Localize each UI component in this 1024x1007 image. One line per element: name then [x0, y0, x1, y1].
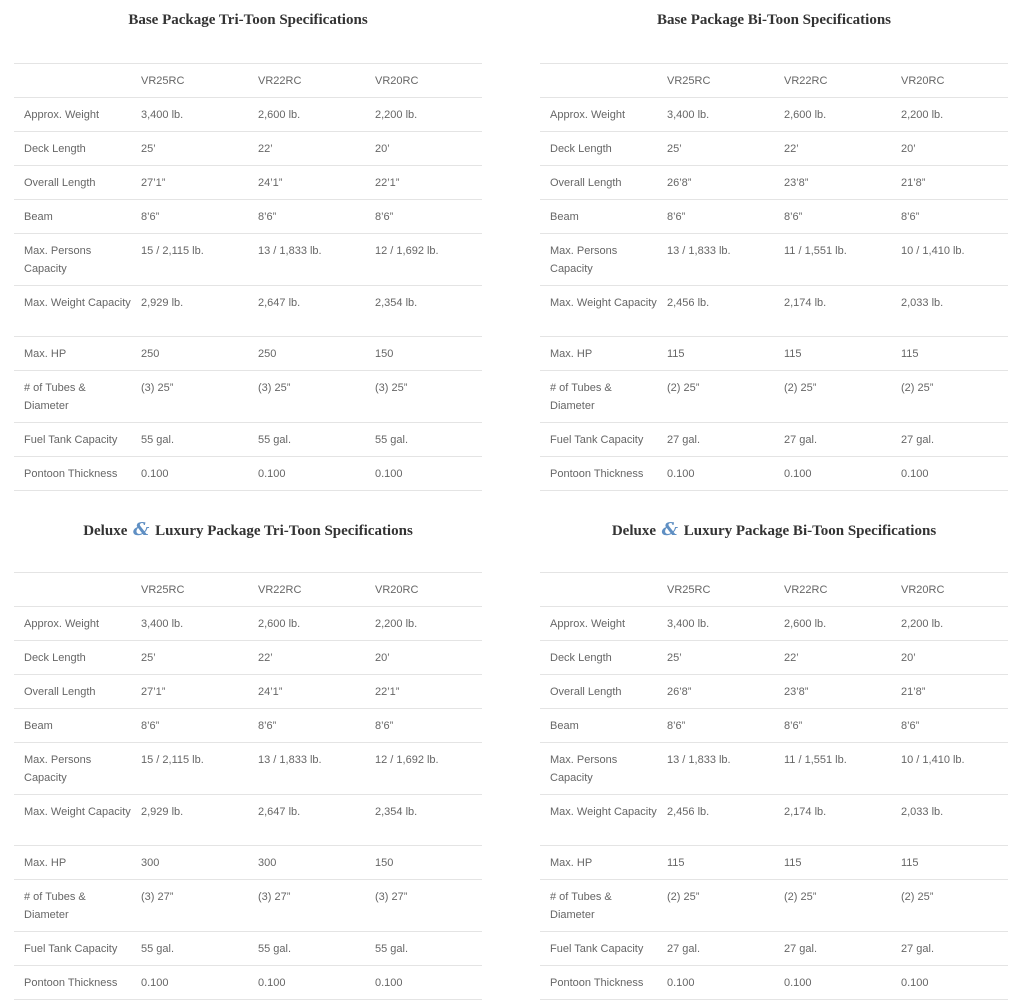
row-value: 27 gal.: [774, 932, 891, 966]
table-row: [14, 641, 482, 675]
row-label: Deck Length: [540, 132, 657, 166]
row-label: # of Tubes & Diameter: [14, 371, 131, 423]
row-value: 8’6”: [365, 709, 482, 743]
row-label: # of Tubes & Diameter: [540, 880, 657, 932]
spec-table: [540, 572, 1008, 1000]
table-row: [540, 166, 1008, 200]
row-value: 3,400 lb.: [131, 98, 248, 132]
row-label: Max. Weight Capacity: [540, 795, 657, 846]
row-value: 55 gal.: [131, 932, 248, 966]
table-row: [540, 371, 1008, 423]
row-label: Overall Length: [14, 166, 131, 200]
row-value: 115: [657, 337, 774, 371]
table-row: [540, 795, 1008, 846]
row-label: Beam: [540, 200, 657, 234]
row-label: Fuel Tank Capacity: [540, 932, 657, 966]
table-row: [540, 743, 1008, 795]
row-value: 21’8”: [891, 166, 1008, 200]
row-value: 13 / 1,833 lb.: [657, 234, 774, 286]
spec-panel-deluxe-tritoon: [14, 509, 482, 999]
row-label: Approx. Weight: [14, 98, 131, 132]
row-label: # of Tubes & Diameter: [540, 371, 657, 423]
row-value: 8’6”: [131, 200, 248, 234]
row-value: 150: [365, 337, 482, 371]
row-value: 300: [248, 846, 365, 880]
row-value: 55 gal.: [365, 932, 482, 966]
row-value: 2,929 lb.: [131, 286, 248, 337]
row-label: Max. HP: [14, 846, 131, 880]
row-label: Beam: [14, 709, 131, 743]
row-value: 25’: [657, 132, 774, 166]
row-value: 11 / 1,551 lb.: [774, 743, 891, 795]
row-value: 27’1”: [131, 166, 248, 200]
row-value: 2,600 lb.: [248, 98, 365, 132]
row-value: 13 / 1,833 lb.: [248, 234, 365, 286]
row-value: 26’8”: [657, 166, 774, 200]
row-value: 23’8”: [774, 675, 891, 709]
row-label: Pontoon Thickness: [540, 457, 657, 491]
row-label: Approx. Weight: [540, 98, 657, 132]
row-value: 0.100: [891, 457, 1008, 491]
spec-table: [540, 63, 1008, 491]
table-header-row: [540, 64, 1008, 98]
row-value: 27 gal.: [774, 423, 891, 457]
row-label: Beam: [14, 200, 131, 234]
row-value: 115: [657, 846, 774, 880]
row-value: 250: [131, 337, 248, 371]
row-value: 25’: [131, 641, 248, 675]
table-header-row: [14, 573, 482, 607]
row-value: (2) 25”: [891, 880, 1008, 932]
row-label: Max. Persons Capacity: [14, 234, 131, 286]
row-value: 22’1”: [365, 675, 482, 709]
row-value: 2,200 lb.: [891, 607, 1008, 641]
row-value: 12 / 1,692 lb.: [365, 743, 482, 795]
row-value: 8’6”: [891, 200, 1008, 234]
table-row: [14, 371, 482, 423]
row-value: 55 gal.: [365, 423, 482, 457]
table-header-row: [540, 573, 1008, 607]
row-value: 2,354 lb.: [365, 795, 482, 846]
header-blank: [14, 573, 131, 607]
row-label: Overall Length: [540, 675, 657, 709]
row-value: 0.100: [248, 457, 365, 491]
table-row: [540, 932, 1008, 966]
row-value: 8’6”: [365, 200, 482, 234]
row-value: 27’1”: [131, 675, 248, 709]
row-label: Max. Weight Capacity: [14, 286, 131, 337]
row-label: Fuel Tank Capacity: [540, 423, 657, 457]
row-value: 24’1”: [248, 675, 365, 709]
table-row: [14, 200, 482, 234]
row-value: 13 / 1,833 lb.: [657, 743, 774, 795]
row-label: Max. Persons Capacity: [540, 743, 657, 795]
row-value: 27 gal.: [657, 423, 774, 457]
row-value: 0.100: [365, 457, 482, 491]
row-value: 26’8”: [657, 675, 774, 709]
spec-table: [14, 572, 482, 1000]
row-label: Max. HP: [14, 337, 131, 371]
row-value: (2) 25”: [891, 371, 1008, 423]
spec-panel-deluxe-bitoon: [540, 509, 1008, 999]
table-row: [14, 675, 482, 709]
row-value: (3) 25”: [365, 371, 482, 423]
row-value: 20’: [891, 132, 1008, 166]
table-row: [540, 286, 1008, 337]
row-value: 27 gal.: [891, 423, 1008, 457]
row-value: 13 / 1,833 lb.: [248, 743, 365, 795]
table-row: [14, 846, 482, 880]
panel-title: Base Package Bi-Toon Specifications: [656, 12, 892, 28]
row-value: 24’1”: [248, 166, 365, 200]
row-value: 2,033 lb.: [891, 795, 1008, 846]
row-value: 150: [365, 846, 482, 880]
row-value: 0.100: [657, 966, 774, 1000]
row-value: 27 gal.: [891, 932, 1008, 966]
row-value: 2,929 lb.: [131, 795, 248, 846]
table-row: [540, 880, 1008, 932]
row-value: 0.100: [774, 457, 891, 491]
row-label: Max. Persons Capacity: [540, 234, 657, 286]
table-row: [14, 457, 482, 491]
header-blank: [14, 64, 131, 98]
table-row: [14, 132, 482, 166]
model-header: VR25RC: [657, 573, 774, 607]
table-row: [540, 709, 1008, 743]
table-row: [14, 966, 482, 1000]
row-label: Pontoon Thickness: [14, 457, 131, 491]
row-value: 0.100: [365, 966, 482, 1000]
row-value: 21’8”: [891, 675, 1008, 709]
table-row: [540, 423, 1008, 457]
row-value: 8’6”: [248, 200, 365, 234]
model-header: VR25RC: [131, 64, 248, 98]
table-row: [540, 641, 1008, 675]
row-value: 10 / 1,410 lb.: [891, 234, 1008, 286]
row-value: 8’6”: [774, 709, 891, 743]
row-value: (2) 25”: [657, 371, 774, 423]
panel-title: [540, 519, 1008, 540]
row-value: 115: [774, 846, 891, 880]
table-row: [14, 337, 482, 371]
title-text: Deluxe: [83, 523, 128, 539]
row-value: 300: [131, 846, 248, 880]
row-value: 0.100: [248, 966, 365, 1000]
row-label: Pontoon Thickness: [14, 966, 131, 1000]
model-header: VR22RC: [774, 573, 891, 607]
table-row: [540, 200, 1008, 234]
row-value: 2,600 lb.: [248, 607, 365, 641]
table-row: [14, 743, 482, 795]
row-value: 2,600 lb.: [774, 98, 891, 132]
spec-panel-base-tritoon: [14, 0, 482, 490]
model-header: VR22RC: [248, 573, 365, 607]
model-header: VR22RC: [774, 64, 891, 98]
row-label: Approx. Weight: [540, 607, 657, 641]
row-label: Max. Weight Capacity: [540, 286, 657, 337]
row-value: 23’8”: [774, 166, 891, 200]
row-value: 20’: [365, 641, 482, 675]
table-row: [14, 166, 482, 200]
model-header: VR25RC: [131, 573, 248, 607]
row-label: Approx. Weight: [14, 607, 131, 641]
row-value: 2,456 lb.: [657, 795, 774, 846]
row-label: Deck Length: [540, 641, 657, 675]
row-value: 2,200 lb.: [891, 98, 1008, 132]
row-label: Fuel Tank Capacity: [14, 423, 131, 457]
spec-panel-base-bitoon: [540, 0, 1008, 490]
table-row: [14, 607, 482, 641]
row-value: 0.100: [657, 457, 774, 491]
row-label: # of Tubes & Diameter: [14, 880, 131, 932]
table-row: [540, 234, 1008, 286]
row-value: 2,174 lb.: [774, 795, 891, 846]
row-value: 0.100: [891, 966, 1008, 1000]
row-value: 22’: [248, 132, 365, 166]
model-header: VR22RC: [248, 64, 365, 98]
row-value: 20’: [365, 132, 482, 166]
table-header-row: [14, 64, 482, 98]
row-value: (3) 25”: [131, 371, 248, 423]
row-value: 10 / 1,410 lb.: [891, 743, 1008, 795]
row-value: 15 / 2,115 lb.: [131, 234, 248, 286]
table-row: [14, 709, 482, 743]
row-value: 250: [248, 337, 365, 371]
row-value: 12 / 1,692 lb.: [365, 234, 482, 286]
row-label: Deck Length: [14, 132, 131, 166]
row-value: 22’: [774, 641, 891, 675]
row-value: 8’6”: [657, 200, 774, 234]
row-value: 3,400 lb.: [131, 607, 248, 641]
row-value: 3,400 lb.: [657, 98, 774, 132]
row-label: Overall Length: [540, 166, 657, 200]
title-text: Luxury Package Tri-Toon Specifications: [155, 523, 413, 539]
row-value: 8’6”: [248, 709, 365, 743]
table-row: [14, 932, 482, 966]
row-label: Beam: [540, 709, 657, 743]
table-row: [14, 234, 482, 286]
row-value: 8’6”: [657, 709, 774, 743]
ampersand-glyph: &: [133, 519, 150, 540]
table-row: [14, 423, 482, 457]
row-value: 22’: [774, 132, 891, 166]
panel-title: Base Package Tri-Toon Specifications: [128, 12, 368, 28]
table-row: [540, 132, 1008, 166]
row-value: 22’1”: [365, 166, 482, 200]
row-label: Overall Length: [14, 675, 131, 709]
spec-table: [14, 63, 482, 491]
row-value: 8’6”: [891, 709, 1008, 743]
table-row: [14, 286, 482, 337]
row-value: 8’6”: [131, 709, 248, 743]
row-value: (3) 27”: [365, 880, 482, 932]
table-row: [540, 337, 1008, 371]
table-row: [14, 880, 482, 932]
ampersand-glyph: &: [661, 519, 679, 540]
row-label: Max. HP: [540, 337, 657, 371]
row-value: 115: [891, 337, 1008, 371]
row-value: 25’: [131, 132, 248, 166]
model-header: VR20RC: [365, 573, 482, 607]
model-header: VR25RC: [657, 64, 774, 98]
row-value: 55 gal.: [131, 423, 248, 457]
row-value: 27 gal.: [657, 932, 774, 966]
row-value: (2) 25”: [774, 371, 891, 423]
title-text: Deluxe: [611, 523, 656, 539]
row-value: (3) 25”: [248, 371, 365, 423]
row-label: Fuel Tank Capacity: [14, 932, 131, 966]
row-value: 20’: [891, 641, 1008, 675]
row-value: 0.100: [131, 966, 248, 1000]
row-value: 115: [891, 846, 1008, 880]
header-blank: [540, 573, 657, 607]
table-row: [540, 457, 1008, 491]
title-text: Luxury Package Bi-Toon Specifications: [683, 523, 937, 539]
row-value: 0.100: [774, 966, 891, 1000]
row-value: 25’: [657, 641, 774, 675]
row-value: 2,600 lb.: [774, 607, 891, 641]
row-value: 2,647 lb.: [248, 795, 365, 846]
table-row: [14, 98, 482, 132]
row-value: 11 / 1,551 lb.: [774, 234, 891, 286]
panel-title: [14, 519, 482, 540]
row-value: 2,200 lb.: [365, 607, 482, 641]
row-value: 2,647 lb.: [248, 286, 365, 337]
row-label: Pontoon Thickness: [540, 966, 657, 1000]
table-row: [540, 675, 1008, 709]
table-row: [540, 98, 1008, 132]
model-header: VR20RC: [365, 64, 482, 98]
table-row: [14, 795, 482, 846]
row-label: Max. Weight Capacity: [14, 795, 131, 846]
table-row: [540, 966, 1008, 1000]
row-value: (3) 27”: [248, 880, 365, 932]
row-value: 2,456 lb.: [657, 286, 774, 337]
row-label: Deck Length: [14, 641, 131, 675]
row-value: 55 gal.: [248, 423, 365, 457]
row-value: 22’: [248, 641, 365, 675]
row-value: (2) 25”: [774, 880, 891, 932]
row-value: 3,400 lb.: [657, 607, 774, 641]
row-value: 8’6”: [774, 200, 891, 234]
row-value: (2) 25”: [657, 880, 774, 932]
row-value: 2,200 lb.: [365, 98, 482, 132]
row-value: 55 gal.: [248, 932, 365, 966]
row-value: 2,174 lb.: [774, 286, 891, 337]
table-row: [540, 846, 1008, 880]
model-header: VR20RC: [891, 573, 1008, 607]
row-value: 0.100: [131, 457, 248, 491]
row-value: (3) 27”: [131, 880, 248, 932]
row-value: 2,033 lb.: [891, 286, 1008, 337]
row-label: Max. Persons Capacity: [14, 743, 131, 795]
row-value: 15 / 2,115 lb.: [131, 743, 248, 795]
model-header: VR20RC: [891, 64, 1008, 98]
row-value: 115: [774, 337, 891, 371]
row-label: Max. HP: [540, 846, 657, 880]
header-blank: [540, 64, 657, 98]
table-row: [540, 607, 1008, 641]
row-value: 2,354 lb.: [365, 286, 482, 337]
